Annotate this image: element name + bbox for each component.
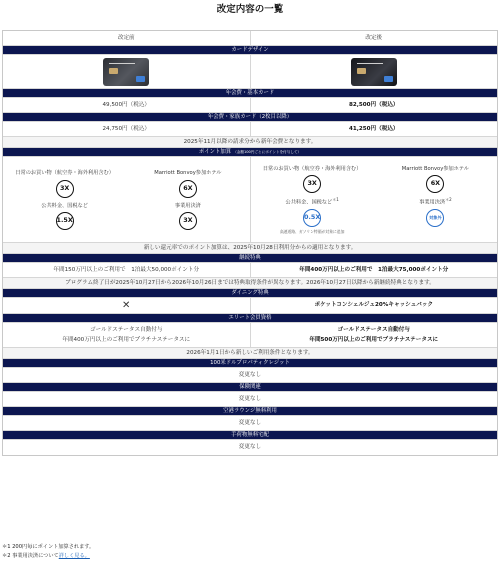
elite-row xyxy=(3,323,497,348)
continuation-note: プログラム終了日が2025年10月27日から2026年10月26日までは特典取得条件が異なります。2026年10月27日以降から新継続特典となります。 xyxy=(65,279,435,286)
points-after-item: 日常のお買い物（航空券・海外利用含む） 3X xyxy=(251,166,374,193)
multiplier-badge: 1.5X xyxy=(56,212,74,230)
header-after: 改定後 xyxy=(250,31,498,45)
points-before-item: Marriott Bonvoy参加ホテル 6X xyxy=(126,170,249,197)
card-design-row xyxy=(3,55,497,89)
section-credit: 100米ドルプロパティクレジット xyxy=(3,359,497,368)
dining-before-cross-icon: ✕ xyxy=(122,299,131,311)
fee-main-before: 49,500円（税込） xyxy=(102,101,151,108)
table-header-row xyxy=(3,31,497,46)
dining-after: ポケットコンシェルジュ20%キャッシュバック xyxy=(250,298,498,313)
annual-fee-family-row xyxy=(3,122,497,137)
section-points xyxy=(3,148,497,157)
fee-note-row xyxy=(3,137,497,148)
fee-family-after: 41,250円（税込） xyxy=(250,122,498,136)
fee-family-before: 24,750円（税込） xyxy=(102,125,151,132)
multiplier-badge: 3X xyxy=(179,212,197,230)
section-annual-fee-family: 年会費・家族カード（2枚目以降） xyxy=(3,113,497,122)
section-continuation: 継続特典 xyxy=(3,254,497,263)
section-dining: ダイニング特典 xyxy=(3,289,497,298)
points-heading: ポイント加算 xyxy=(198,148,232,155)
points-before-item: 日常のお買い物（航空券・海外利用含む） 3X xyxy=(3,170,126,197)
continuation-row xyxy=(3,263,497,278)
page-title: 改定内容の一覧 xyxy=(216,4,284,15)
section-annual-fee-main: 年会費・基本カード xyxy=(3,89,497,98)
multiplier-badge: 0.5X xyxy=(303,209,321,227)
footnote-1: ＊1 200円毎にポイント加算されます。 xyxy=(2,544,95,550)
fee-main-after: 82,500円（税込） xyxy=(250,98,498,112)
points-footer-row xyxy=(3,243,497,254)
lounge-row xyxy=(3,416,497,431)
baggage-row xyxy=(3,440,497,455)
details-link[interactable]: 詳しく見る。 xyxy=(58,553,90,559)
section-baggage: 手荷物無料宅配 xyxy=(3,431,497,440)
new-card-image xyxy=(351,58,397,86)
continuation-after: 年間400万円以上のご利用で 1泊最大75,000ポイント分 xyxy=(250,263,498,277)
baggage-value: 変更なし xyxy=(238,444,262,451)
dining-row xyxy=(3,298,497,314)
multiplier-badge: 6X xyxy=(179,180,197,198)
footnote-2: ＊2 事業用決済について詳しく見る。 xyxy=(2,553,90,559)
old-card-image xyxy=(103,58,149,86)
points-heading-note: （金額100円ごとにポイントを付与して） xyxy=(233,149,302,154)
insurance-row xyxy=(3,392,497,407)
credit-row xyxy=(3,368,497,383)
fee-note: 2025年11月以降の請求分から新年会費となります。 xyxy=(183,138,317,145)
elite-note: 2026年1月1日から新しいご利用条件となります。 xyxy=(186,349,314,356)
annual-fee-main-row xyxy=(3,98,497,113)
section-lounge: 空港ラウンジ無料利用 xyxy=(3,407,497,416)
elite-before-l2: 年間400万円以上のご利用でプラチナステータスに xyxy=(62,336,191,343)
section-elite: エリート会員資格 xyxy=(3,314,497,323)
section-insurance: 保険関連 xyxy=(3,383,497,392)
elite-note-row xyxy=(3,348,497,359)
lounge-value: 変更なし xyxy=(238,419,262,426)
continuation-before: 年間150万円以上のご利用で 1泊最大50,000ポイント分 xyxy=(53,266,200,273)
points-after-item: 公共料金、国税など$^{*1}$ 0.5X 高速道路、ガソリン特価が対象に追加 xyxy=(279,196,345,234)
multiplier-badge: 3X xyxy=(303,175,321,193)
multiplier-badge: 6X xyxy=(426,175,444,193)
points-before-item: 事業用決済 3X xyxy=(126,203,249,230)
header-before: 改定前 xyxy=(117,34,135,41)
credit-value: 変更なし xyxy=(238,371,262,378)
comparison-table xyxy=(2,30,498,456)
points-row xyxy=(3,157,497,243)
continuation-note-row xyxy=(3,278,497,289)
points-before-item: 公共料金、国税など 1.5X xyxy=(3,203,126,230)
points-after-item: Marriott Bonvoy参加ホテル 6X xyxy=(374,166,497,193)
multiplier-badge: 対象外 xyxy=(426,209,444,227)
points-before-grid xyxy=(3,165,250,233)
elite-after-l1: ゴールドステータス自動付与 xyxy=(337,326,410,333)
multiplier-badge: 3X xyxy=(56,180,74,198)
points-after-item: 事業用決済$^{*2}$ 対象外 xyxy=(374,198,497,235)
insurance-value: 変更なし xyxy=(238,395,262,402)
section-card-design: カードデザイン xyxy=(3,46,497,55)
points-after-note: 高速道路、ガソリン特価が対象に追加 xyxy=(279,228,345,234)
elite-after-l2: 年間500万円以上のご利用でプラチナステータスに xyxy=(309,336,439,343)
points-footer: 新しい還元率でのポイント加算は、2025年10月28日利用分からの適用となります。 xyxy=(143,244,357,251)
points-after-grid xyxy=(251,161,498,239)
elite-before-l1: ゴールドステータス自動付与 xyxy=(90,326,163,333)
